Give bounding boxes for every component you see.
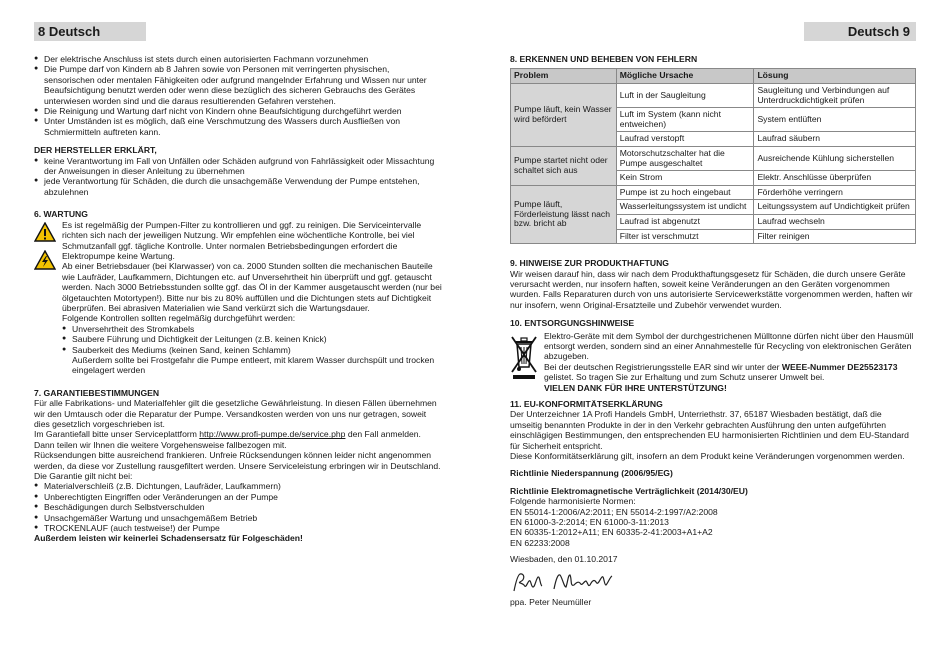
list-item: ● Sauberkeit des Mediums (keinen Sand, keinen Schlamm) xyxy=(62,345,442,355)
list-item: ● TROCKENLAUF (auch testweise!) der Pumpe xyxy=(34,523,442,533)
warranty-text: Für alle Fabrikations- und Materialfehler gilt die gesetzliche Gewährleistung. In diesen Fällen übernehmen wir den Umtausch oder die Reparatur der Pumpe. Versandkosten werden von uns nur getragen, soweit dies gesetzlich vorgeschrieben ist. xyxy=(34,398,437,429)
table-header: Lösung xyxy=(754,69,916,84)
warranty-text: Die Garantie gilt nicht bei: xyxy=(34,471,133,482)
place-date: Wiesbaden, den 01.10.2017 xyxy=(510,554,618,565)
disposal-text-part: gelistet. So tragen Sie zur Erhaltung und zum Schutz unserer Umwelt bei. xyxy=(544,372,825,383)
maintenance-text: Ab einer Betriebsdauer (bei Klarwasser) von ca. 2000 Stunden sollten die mechanischen Bauteile wie Laufräder, Laufkammern, Dichtungen etc. auf Unversehrtheit hin überprüft und ggf. getauscht werden. Nach 3000 Betriebsstunden sollte ggf. das Öl in der Kammer ausgetauscht werden (nur bei ölgetauchten Motortypen!). Bitte nur bis zu 80% auffüllen und die Dichtungen stets auf Dichtigkeit überprüfen. Bei abrasiven Materialien wie Sand verkürzt sich die Wartungsdauer. xyxy=(62,261,442,313)
conformity-text: Diese Konformitätserklärung gilt, insofern an dem Produkt keine Veränderungen vorgenommen werden. xyxy=(510,451,905,462)
signature xyxy=(510,571,916,597)
list-item: ● Unversehrtheit des Stromkabels xyxy=(62,324,442,334)
cause-cell: Filter ist verschmutzt xyxy=(616,229,754,244)
disposal-heading: 10. ENTSORGUNGSHINWEISE xyxy=(510,318,635,329)
table-row xyxy=(511,84,916,108)
maintenance-heading: 6. WARTUNG xyxy=(34,209,88,220)
list-item: ● Der elektrische Anschluss ist stets durch einen autorisierten Fachmann vorzunehmen xyxy=(34,54,442,64)
problem-cell: Pumpe startet nicht oder schaltet sich aus xyxy=(511,146,617,185)
solution-cell: Leitungssystem auf Undichtigkeit prüfen xyxy=(754,200,916,215)
troubleshoot-heading: 8. ERKENNEN UND BEHEBEN VON FEHLERN xyxy=(510,54,698,64)
list-item: ● keine Verantwortung im Fall von Unfällen oder Schäden aufgrund von Fahrlässigkeit oder Missachtung der Anweisungen in dieser Anleitung zu übernehmen xyxy=(34,156,442,177)
list-item: ● Beschädigungen durch Selbstverschulden xyxy=(34,502,442,512)
cause-cell: Pumpe ist zu hoch eingebaut xyxy=(616,185,754,200)
warranty-final: Außerdem leisten wir keinerlei Schadensersatz für Folgeschäden! xyxy=(34,533,303,544)
table-header: Mögliche Ursache xyxy=(616,69,754,84)
cause-cell: Luft in der Saugleitung xyxy=(616,84,754,108)
cause-cell: Luft im System (kann nicht entweichen) xyxy=(616,108,754,132)
list-item: ● Unter Umständen ist es möglich, daß eine Verschmutzung des Wassers durch Ausfließen von Schmiermitteln auftreten kann. xyxy=(34,116,442,137)
cause-cell: Laufrad ist abgenutzt xyxy=(616,214,754,229)
table-row xyxy=(511,146,916,170)
cause-cell: Laufrad verstopft xyxy=(616,132,754,147)
cause-cell: Motorschutzschalter hat die Pumpe ausgeschaltet xyxy=(616,146,754,170)
table-header: Problem xyxy=(511,69,617,84)
liability-heading: 9. HINWEISE ZUR PRODUKTHAFTUNG xyxy=(510,258,669,269)
disposal-text xyxy=(544,362,916,383)
list-item: ● Materialverschleiß (z.B. Dichtungen, Laufräder, Laufkammern) xyxy=(34,481,442,491)
page-header-left: 8 Deutsch xyxy=(34,22,146,41)
list-item: ● Die Reinigung und Wartung darf nicht von Kindern ohne Beaufsichtigung durchgeführt werden xyxy=(34,106,442,116)
solution-cell: Elektr. Anschlüsse überprüfen xyxy=(754,171,916,186)
crossed-bin-icon xyxy=(510,335,538,379)
list-item: ● Unsachgemäßer Wartung und unsachgemäßem Betrieb xyxy=(34,513,442,523)
directive-emc: Richtlinie Elektromagnetische Verträglichkeit (2014/30/EU) xyxy=(510,485,748,496)
warning-triangle-icon xyxy=(34,222,56,242)
list-item: ● Saubere Führung und Dichtigkeit der Leitungen (z.B. keinen Knick) xyxy=(62,334,442,344)
electric-hazard-icon xyxy=(34,250,56,270)
liability-text: Wir weisen darauf hin, dass wir nach dem Produkthaftungsgesetz für Schäden, die durch unsere Geräte verursacht werden, nur insofern haften, soweit keine Veränderungen an den Geräten vorgenommen wurden. Falls Reparaturen durch von uns autorisierte Servicewerkstätte vorgenommen werden, haften wir nur insofern, wenn Original-Ersatzteile und Zubehör verwendet wurden. xyxy=(510,268,913,310)
conformity-text: Der Unterzeichner 1A Profi Handels GmbH, Unterriethstr. 37, 65187 Wiesbaden bestätigt, daß die umseitig benannten Produkte in der in den Verkehr gebrachten Ausführung den unten aufgeführten einschlägigen Bestimmungen, den entsprechenden EU harmonisierten Richtlinien und dem EU-Standard für Sicherheit entspricht. xyxy=(510,409,909,451)
list-item: ● Unberechtigten Eingriffen oder Veränderungen an der Pumpe xyxy=(34,492,442,502)
cause-cell: Kein Strom xyxy=(616,171,754,186)
warranty-text-part: Im Garantiefall bitte unser Serviceplattform xyxy=(34,429,200,440)
table-row xyxy=(511,185,916,200)
problem-cell: Pumpe läuft, kein Wasser wird befördert xyxy=(511,84,617,147)
conformity-heading: 11. EU-KONFORMITÄTSERKLÄRUNG xyxy=(510,399,663,409)
disposal-thanks: VIELEN DANK FÜR IHRE UNTERSTÜTZUNG! xyxy=(544,382,727,393)
signatory: ppa. Peter Neumüller xyxy=(510,597,592,608)
left-column xyxy=(34,54,442,544)
solution-cell: Saugleitung und Verbindungen auf Unterdruckdichtigkeit prüfen xyxy=(754,84,916,108)
maintenance-text: Es ist regelmäßig der Pumpen-Filter zu kontrollieren und ggf. zu reinigen. Die Serviceintervalle richten sich nach der jeweiligen Nutzung. Wir empfehlen eine wöchentliche Kontrolle, bei viel Schmutzanfall ggf. tägliche Kontrolle. Unter normalen Betriebsbedingungen erfordert die Elektropumpe keine Wartung. xyxy=(62,219,422,261)
warranty-text xyxy=(34,429,442,450)
right-column xyxy=(510,54,916,608)
warning-icons xyxy=(34,220,62,376)
list-item: ● Die Pumpe darf von Kindern ab 8 Jahren sowie von Personen mit verringerten physischen, sensorischen oder mentalen Fähigkeiten oder aufgrund mangelnder Erfahrung und Wissen nur unter Beaufsichtigung benutzt werden oder wenn diese bezüglich des sicheren Gebrauchs des Gerätes unterwiesen worden sind und die daraus resultierenden Gefahren verstehen. xyxy=(34,64,442,106)
weee-number: WEEE-Nummer DE25523173 xyxy=(781,361,898,372)
solution-cell: Ausreichende Kühlung sicherstellen xyxy=(754,146,916,170)
warranty-text-part: den Fall anmelden. Dann teilen wir Ihnen die weitere Vorgehensweise fallbezogen mit. xyxy=(34,429,421,450)
norm-item: EN 60335-1:2012+A11; EN 60335-2-41:2003+A1+A2 xyxy=(510,527,713,538)
disposal-section xyxy=(510,331,916,393)
handwritten-signature xyxy=(510,571,620,595)
maintenance-section xyxy=(34,220,442,376)
disposal-text: Elektro-Geräte mit dem Symbol der durchgestrichenen Mülltonne dürfen nicht über den Hausmüll entsorgt werden, sondern sind an einer Annahmestelle für Recycling von elektronischen Geräten abzugeben. xyxy=(544,330,914,362)
solution-cell: Filter reinigen xyxy=(754,229,916,244)
troubleshoot-table xyxy=(510,68,916,244)
disposal-text-part: Bei der deutschen Registrierungsstelle EAR sind wir unter der xyxy=(544,361,782,372)
problem-cell: Pumpe läuft, Förderleistung lässt nach bzw. bricht ab xyxy=(511,185,617,243)
solution-cell: Laufrad wechseln xyxy=(754,214,916,229)
norm-item: EN 61000-3-2:2014; EN 61000-3-11:2013 xyxy=(510,517,669,528)
service-platform-link[interactable]: http://www.profi-pumpe.de/service.php xyxy=(199,429,346,440)
solution-cell: Laufrad säubern xyxy=(754,132,916,147)
warranty-heading: 7. GARANTIEBESTIMMUNGEN xyxy=(34,387,160,398)
norms-heading: Folgende harmonisierte Normen: xyxy=(510,496,636,507)
warranty-text: Rücksendungen bitte ausreichend frankieren. Unfreie Rücksendungen können leider nicht angenommen werden, da diese vor Zustellung rausgefiltert werden. Unsere Serviceleistung erbringen wir in Deutschland. xyxy=(34,450,441,471)
right-page xyxy=(475,0,950,672)
solution-cell: System entlüften xyxy=(754,108,916,132)
disposal-icons xyxy=(510,331,544,393)
maintenance-text: Folgende Kontrollen sollten regelmäßig durchgeführt werden: xyxy=(62,313,296,324)
cause-cell: Wasserleitungssystem ist undicht xyxy=(616,200,754,215)
solution-cell: Förderhöhe verringern xyxy=(754,185,916,200)
norm-item: EN 55014-1:2006/A2:2011; EN 55014-2:1997/A2:2008 xyxy=(510,506,718,517)
manufacturer-heading: DER HERSTELLER ERKLÄRT, xyxy=(34,145,157,156)
norm-item: EN 62233:2008 xyxy=(510,537,570,548)
maintenance-text: Außerdem sollte bei Frostgefahr die Pumpe entleert, mit klarem Wasser durchspült und trocken eingelagert werden xyxy=(72,354,435,376)
page-header-right: Deutsch 9 xyxy=(804,22,916,41)
list-item: ● jede Verantwortung für Schäden, die durch die unsachgemäße Verwendung der Pumpe entstehen, abzulehnen xyxy=(34,176,442,197)
directive-low-voltage: Richtlinie Niederspannung (2006/95/EG) xyxy=(510,468,673,479)
